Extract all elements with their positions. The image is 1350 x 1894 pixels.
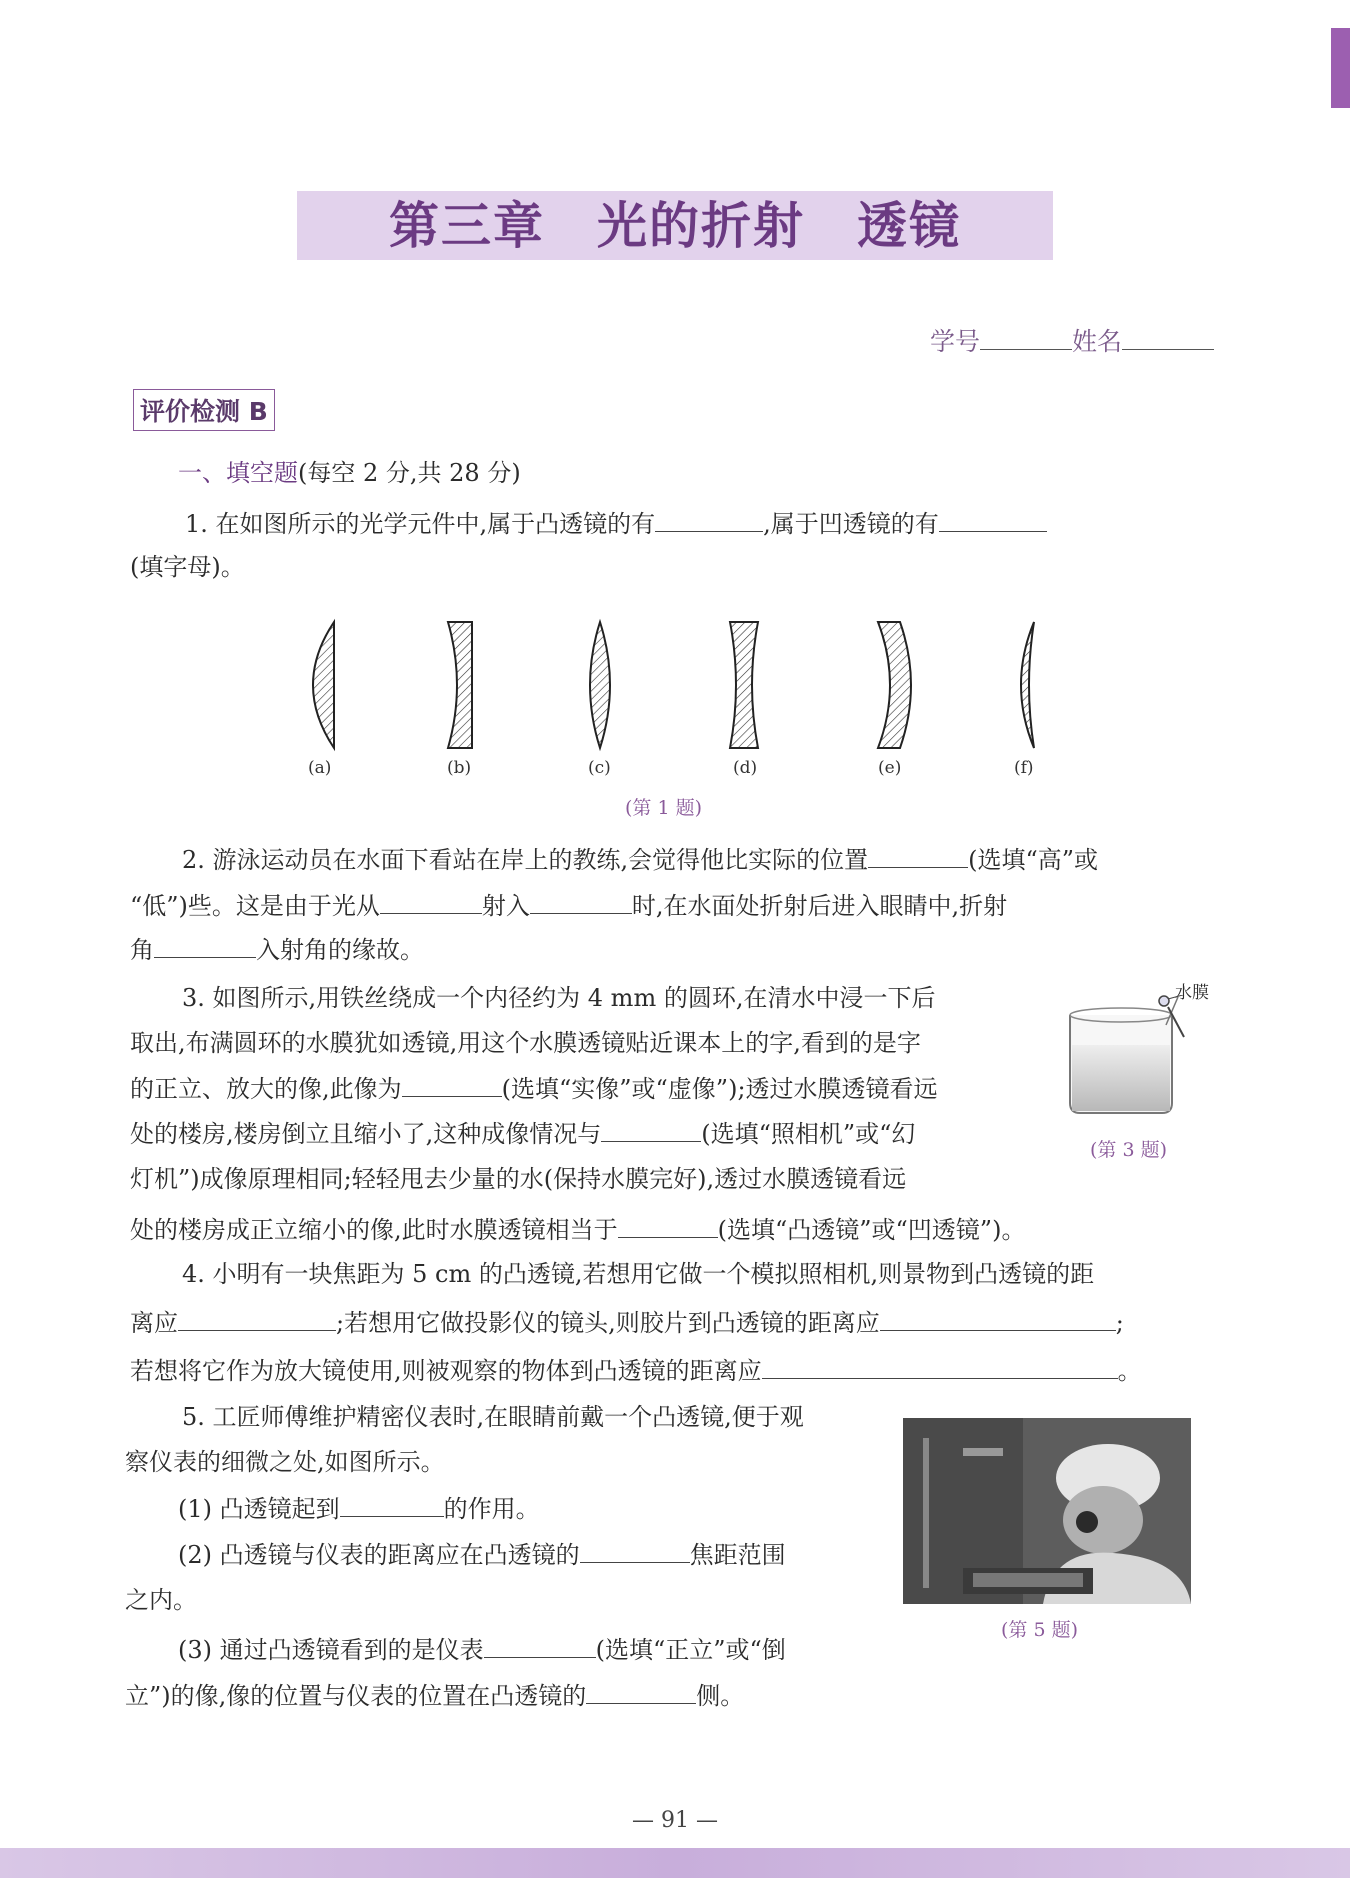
q1-concave-blank[interactable] (939, 507, 1047, 532)
page-number: — 91 — (632, 1808, 718, 1833)
lens-figure (290, 610, 1070, 790)
part-heading-main: 填空题 (226, 459, 298, 487)
chapter-title: 第三章 光的折射 透镜 (389, 196, 961, 255)
water-film-ring (1159, 996, 1169, 1006)
q2-position-blank[interactable] (868, 843, 968, 868)
q5-text-d: 焦距范围 (689, 1541, 786, 1569)
q2-text-c: “低”)些。这是由于光从 (130, 892, 380, 920)
q3-line4 (130, 1117, 915, 1150)
q4-line2 (130, 1306, 1124, 1339)
q3-line5: 灯机”)成像原理相同;轻轻甩去少量的水(保持水膜完好),透过水膜透镜看远 (130, 1165, 907, 1193)
q5-text-e: (3) 通过凸透镜看到的是仪表 (178, 1636, 484, 1664)
q2-line1 (182, 843, 1098, 876)
q3-line3 (130, 1072, 938, 1105)
q5-text-c: (2) 凸透镜与仪表的距离应在凸透镜的 (178, 1541, 580, 1569)
q4-line1: 4. 小明有一块焦距为 5 cm 的凸透镜,若想用它做一个模拟照相机,则景物到凸透镜的距 (182, 1260, 1095, 1288)
student-id-label: 学号 (930, 327, 981, 356)
q2-text-g: 入射角的缘故。 (256, 936, 424, 964)
q2-text-f: 角 (130, 936, 154, 964)
lens-label-f: (f) (1014, 758, 1034, 778)
q5-sub2-cont: 之内。 (125, 1586, 197, 1614)
q3-image-type-blank[interactable] (402, 1072, 502, 1097)
q1-text-a: 1. 在如图所示的光学元件中,属于凸透镜的有 (185, 510, 656, 538)
q5-caption: (第 5 题) (1001, 1619, 1078, 1641)
q3-line6 (130, 1213, 1025, 1246)
lens-label-b: (b) (447, 758, 472, 778)
q4-text-b: ;若想用它做投影仪的镜头,则胶片到凸透镜的距离应 (336, 1309, 880, 1337)
q5-orientation-blank[interactable] (484, 1633, 596, 1658)
q2-from-blank[interactable] (380, 889, 482, 914)
q1-convex-blank[interactable] (655, 507, 763, 532)
q5-sub3-cont (125, 1679, 744, 1712)
q2-text-b: (选填“高”或 (968, 846, 1099, 874)
lens-d-biconcave (730, 622, 758, 748)
q2-text-e: 时,在水面处折射后进入眼睛中,折射 (631, 892, 1008, 920)
q2-angle-blank[interactable] (154, 933, 256, 958)
q3-line1: 3. 如图所示,用铁丝绕成一个内径约为 4 mm 的圆环,在清水中浸一下后 (182, 984, 936, 1012)
student-name-label: 姓名 (1072, 327, 1123, 356)
q3-text-a: 的正立、放大的像,此像为 (130, 1075, 402, 1103)
q2-line3 (130, 933, 424, 966)
q4-magnifier-distance-blank[interactable] (762, 1354, 1118, 1379)
q5-text-g: 立”)的像,像的位置与仪表的位置在凸透镜的 (125, 1682, 587, 1710)
lens-label-a: (a) (308, 758, 332, 778)
q1-line2: (填字母)。 (130, 553, 245, 581)
craftsman-photo (903, 1418, 1191, 1604)
q3-text-b: (选填“实像”或“虚像”);透过水膜透镜看远 (501, 1075, 938, 1103)
chapter-side-tab (1331, 28, 1350, 108)
q4-line3 (130, 1354, 1142, 1387)
q5-role-blank[interactable] (340, 1492, 444, 1517)
water-film-label: 水膜 (1175, 983, 1209, 1003)
q3-text-c: 处的楼房,楼房倒立且缩小了,这种成像情况与 (130, 1120, 602, 1148)
q5-line2: 察仪表的细微之处,如图所示。 (125, 1448, 445, 1476)
part-heading (178, 457, 521, 489)
q3-device-blank[interactable] (601, 1117, 701, 1142)
q5-text-a: (1) 凸透镜起到 (178, 1495, 340, 1523)
lens-e-concave-meniscus (878, 622, 911, 748)
q2-line2 (130, 889, 1007, 922)
q3-text-e: 处的楼房成正立缩小的像,此时水膜透镜相当于 (130, 1216, 618, 1244)
craftsman-photo-drawing (903, 1418, 1191, 1604)
q2-text-a: 2. 游泳运动员在水面下看站在岸上的教练,会觉得他比实际的位置 (182, 846, 869, 874)
q5-side-blank[interactable] (586, 1679, 696, 1704)
q4-text-d: 若想将它作为放大镜使用,则被观察的物体到凸透镜的距离应 (130, 1357, 762, 1385)
q5-focal-range-blank[interactable] (580, 1538, 690, 1563)
student-name-blank[interactable] (1122, 327, 1214, 350)
q5-sub2 (178, 1538, 786, 1571)
q1-line1 (185, 507, 1047, 540)
q5-text-b: 的作用。 (443, 1495, 540, 1523)
lens-c-biconvex (590, 622, 610, 748)
q1-caption: (第 1 题) (625, 797, 702, 819)
section-label: 评价检测 B (133, 389, 275, 431)
q2-text-d: 射入 (481, 892, 530, 920)
part-heading-prefix: 一、 (178, 459, 226, 487)
q3-lens-type-blank[interactable] (618, 1213, 718, 1238)
footer-band (0, 1848, 1350, 1878)
lens-label-c: (c) (588, 758, 611, 778)
q2-into-blank[interactable] (530, 889, 632, 914)
q3-text-f: (选填“凸透镜”或“凹透镜”)。 (717, 1216, 1026, 1244)
q4-text-c: ; (1115, 1309, 1124, 1337)
lens-label-d: (d) (733, 758, 758, 778)
q4-text-e: 。 (1117, 1357, 1142, 1385)
q3-text-d: (选填“照相机”或“幻 (701, 1120, 916, 1148)
q1-text-b: ,属于凹透镜的有 (763, 510, 939, 538)
q3-caption: (第 3 题) (1090, 1139, 1167, 1161)
q5-sub1 (178, 1492, 540, 1525)
beaker-figure (1060, 995, 1220, 1125)
q4-text-a: 离应 (130, 1309, 178, 1337)
q5-text-f: (选填“正立”或“倒 (595, 1636, 786, 1664)
q3-line2: 取出,布满圆环的水膜犹如透镜,用这个水膜透镜贴近课本上的字,看到的是字 (130, 1029, 921, 1057)
beaker-water (1072, 1045, 1170, 1111)
q4-camera-distance-blank[interactable] (178, 1306, 336, 1331)
student-id-blank[interactable] (980, 327, 1072, 350)
q4-projector-distance-blank[interactable] (880, 1306, 1116, 1331)
q5-line1: 5. 工匠师傅维护精密仪表时,在眼睛前戴一个凸透镜,便于观 (182, 1403, 804, 1431)
lens-label-e: (e) (878, 758, 902, 778)
student-id-name-fields (930, 322, 1214, 358)
lens-a-plano-convex (313, 622, 334, 748)
part-heading-score: (每空 2 分,共 28 分) (298, 459, 521, 487)
q5-text-h: 侧。 (696, 1682, 745, 1710)
lens-f-convex-meniscus (1021, 622, 1034, 748)
q5-sub3 (178, 1633, 786, 1666)
lens-b-plano-concave (448, 622, 472, 748)
